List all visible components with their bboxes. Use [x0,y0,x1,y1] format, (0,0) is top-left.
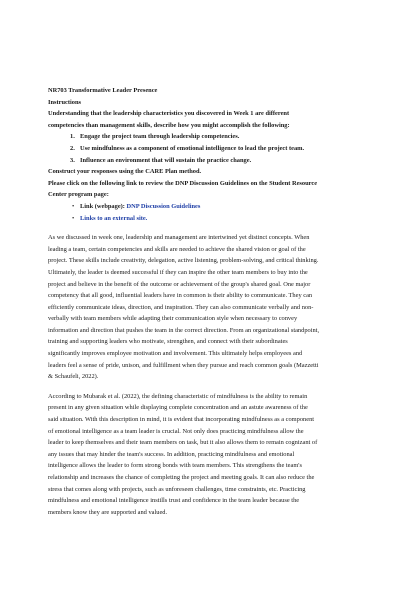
paragraph-line: said situation. With this description in mind, it is evident that incorporating mindfulness as a component [48,416,315,424]
paragraph-line: competency that all good, influential leaders have in common is their ability to communicate. They can [48,292,313,300]
paragraph-line: project. These skills include creativity, delegation, active listening, problem-solving, and critical thinking. [48,257,319,265]
paragraph-mindfulness [48,391,352,519]
paragraph-line: Ultimately, the leader is deemed successful if they can inspire the other team members to buy into the [48,268,308,276]
paragraph-line: present in any given situation while displaying complete concentration and an astute awareness of the [48,404,308,412]
paragraph-line: relationship and increases the chance of completing the project and meeting goals. It can also reduce the [48,474,315,481]
course-title: NR703 Transformative Leader Presence [48,87,158,94]
paragraph-line: stress that comes along with projects, such as unforeseen challenges, time constraints, etc. Practicing [48,485,306,493]
paragraph-line: mindfulness and emotional intelligence instills trust and confidence in the team leader because the [48,497,300,505]
paragraph-line: verbally with team members while adapting their communication style when necessary to convey [48,315,298,323]
paragraph-line: According to Mubarak et al. (2022), the defining characteristic of mindfulness is the ability to remain [48,392,308,400]
paragraph-leadership [48,232,352,383]
paragraph-line: information and direction that pushes the team in the correct direction. From an organizational standpoint, [48,326,320,334]
link-list [48,201,352,224]
guidelines-line: Please click on the following link to review the DNP Discussion Guidelines on the Student Resource [48,179,318,187]
dnp-guidelines-link[interactable]: DNP Discussion Guidelines [126,202,201,210]
paragraph-line: As we discussed in week one, leadership and management are intertwined yet distinct concepts. When [48,234,310,242]
instructions-prompt [48,108,352,131]
paragraph-line: members know they are supported and valued. [48,508,168,516]
link-item: • Link (webpage): DNP Discussion Guidelines [72,201,352,213]
paragraph-line: of emotional intelligence as a team leader is crucial. Not only does practicing mindfulness allow the [48,427,304,435]
paragraph-line: & Schaufeli, 2022). [48,373,99,381]
paragraph-line: any issues that may hinder the team's success. In addition, practicing mindfulness and emotional [48,450,295,458]
instructions-heading: Instructions [48,98,82,106]
task-item: 3. Influence an environment that will sustain the practice change. [70,156,252,164]
guidelines-line: Center program page: [48,191,109,199]
task-list [48,131,352,166]
paragraph-line: leader to keep themselves and their team members on task, but it also allows them to remain cognizant of [48,439,318,447]
paragraph-line: training and supporting leaders who motivate, strengthen, and connect with their subordinates [48,338,288,346]
paragraph-line: leaders feel a sense of pride, unison, and fulfillment when they pursue and reach common goals (Mazzetti [48,361,319,369]
task-item: 1. Engage the project team through leadership competencies. [70,133,240,141]
paragraph-line: project and believe in the benefit of the outcome or achievement of the group's shared goal. One major [48,280,311,288]
paragraph-line: significantly improves employee motivation and involvement. This ultimately helps employees and [48,350,303,358]
task-item: 2. Use mindfulness as a component of emotional intelligence to lead the project team. [70,144,305,152]
bullet-icon: • [72,202,75,210]
paragraph-line: intelligence allows the leader to form strong bonds with team members. This strengthens the team's [48,462,302,470]
care-plan-line: Construct your responses using the CARE Plan method. [48,168,202,176]
external-site-link[interactable]: Links to an external site. [80,214,148,222]
bullet-icon: • [72,214,75,222]
paragraph-line: efficiently communicate ideas, direction, and inspiration. They can also communicate verbally and non- [48,303,314,311]
prompt-line: competencies than management skills, describe how you might accomplish the following: [48,121,290,129]
paragraph-line: leading a team, certain competencies and skills are needed to achieve the shared vision or goal of the [48,245,306,253]
prompt-line: Understanding that the leadership characteristics you discovered in Week 1 are different [48,110,290,118]
link-item [72,213,352,225]
